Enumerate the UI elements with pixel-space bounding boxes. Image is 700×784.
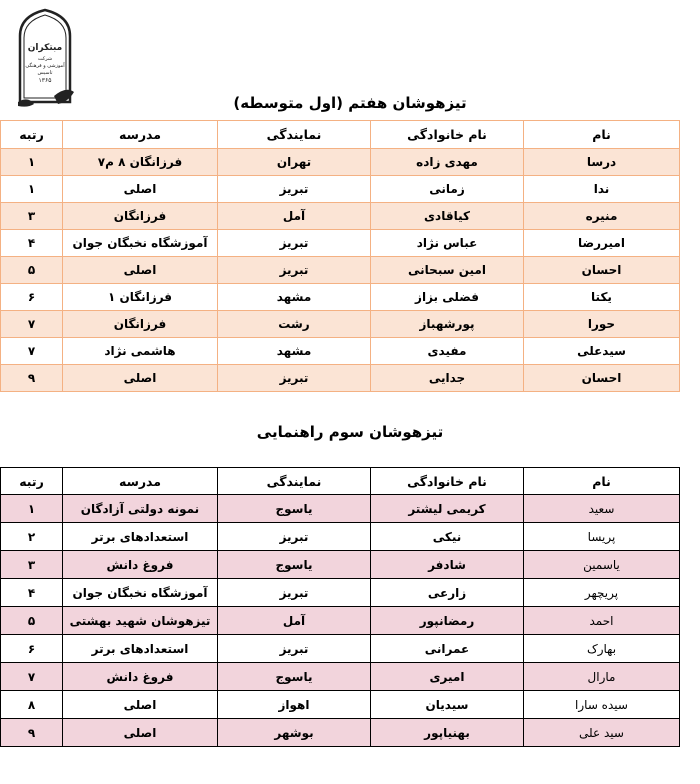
cell-branch: تبریز — [218, 523, 371, 551]
header-first-name: نام — [524, 121, 680, 149]
cell-last-name: عمرانی — [371, 635, 524, 663]
table-row — [1, 551, 680, 579]
cell-last-name: کیاقادی — [371, 203, 524, 230]
table-row — [1, 523, 680, 551]
logo-line-2: آموزشی و فرهنگی — [25, 63, 65, 69]
cell-school: فروغ دانش — [63, 663, 218, 691]
table-row — [1, 203, 680, 230]
cell-branch: تبریز — [218, 579, 371, 607]
cell-branch: رشت — [218, 311, 371, 338]
cell-branch: تبریز — [218, 635, 371, 663]
cell-last-name: امین سبحانی — [371, 257, 524, 284]
section-1-title: تیزهوشان هفتم (اول متوسطه) — [233, 94, 467, 112]
cell-school: اصلی — [63, 365, 218, 392]
cell-last-name: عباس نژاد — [371, 230, 524, 257]
cell-last-name: کریمی لیشتر — [371, 495, 524, 523]
header-last-name: نام خانوادگی — [371, 121, 524, 149]
cell-last-name: مفیدی — [371, 338, 524, 365]
cell-last-name: امیری — [371, 663, 524, 691]
cell-first-name: یکتا — [524, 284, 680, 311]
cell-first-name: سیدعلی — [524, 338, 680, 365]
cell-first-name: مارال — [524, 663, 680, 691]
table-header-row — [1, 468, 680, 495]
table-header-row — [1, 121, 680, 149]
cell-branch: یاسوج — [218, 663, 371, 691]
cell-first-name: یاسمین — [524, 551, 680, 579]
logo-year: ۱۳۶۵ — [38, 77, 52, 84]
section-2-title: تیزهوشان سوم راهنمایی — [256, 423, 444, 441]
cell-last-name: شادفر — [371, 551, 524, 579]
cell-school: آموزشگاه نخبگان جوان — [63, 579, 218, 607]
cell-branch: بوشهر — [218, 719, 371, 747]
cell-rank: ۶ — [1, 284, 63, 311]
cell-school: فرزانگان ۱ — [63, 284, 218, 311]
header-first-name: نام — [524, 468, 680, 495]
cell-first-name: ندا — [524, 176, 680, 203]
table-row — [1, 230, 680, 257]
cell-first-name: سید علی — [524, 719, 680, 747]
cell-last-name: بهنیاپور — [371, 719, 524, 747]
cell-school: فرزانگان — [63, 311, 218, 338]
cell-school: فروغ دانش — [63, 551, 218, 579]
cell-first-name: پریچهر — [524, 579, 680, 607]
cell-first-name: بهارک — [524, 635, 680, 663]
cell-rank: ۵ — [1, 607, 63, 635]
cell-last-name: نیکی — [371, 523, 524, 551]
cell-school: فرزانگان ۸ م۷ — [63, 149, 218, 176]
cell-school: فرزانگان — [63, 203, 218, 230]
cell-branch: تبریز — [218, 257, 371, 284]
cell-last-name: رمضانپور — [371, 607, 524, 635]
cell-last-name: زمانی — [371, 176, 524, 203]
cell-branch: یاسوج — [218, 551, 371, 579]
header-branch: نمایندگی — [218, 468, 371, 495]
table-row — [1, 691, 680, 719]
cell-branch: تبریز — [218, 176, 371, 203]
table-row — [1, 365, 680, 392]
cell-branch: تبریز — [218, 365, 371, 392]
cell-rank: ۳ — [1, 551, 63, 579]
cell-first-name: درسا — [524, 149, 680, 176]
cell-school: اصلی — [63, 257, 218, 284]
cell-first-name: سعید — [524, 495, 680, 523]
cell-branch: تهران — [218, 149, 371, 176]
cell-branch: یاسوج — [218, 495, 371, 523]
header-school: مدرسه — [63, 121, 218, 149]
table-row — [1, 579, 680, 607]
header-school: مدرسه — [63, 468, 218, 495]
header-rank: رتبه — [1, 468, 63, 495]
cell-rank: ۵ — [1, 257, 63, 284]
cell-school: استعدادهای برتر — [63, 523, 218, 551]
logo-name: مبتکران — [27, 43, 63, 53]
table-seventh-grade — [0, 120, 680, 392]
cell-first-name: احسان — [524, 257, 680, 284]
cell-school: اصلی — [63, 176, 218, 203]
table-row — [1, 311, 680, 338]
cell-first-name: امیررضا — [524, 230, 680, 257]
cell-school: آموزشگاه نخبگان جوان — [63, 230, 218, 257]
cell-branch: اهواز — [218, 691, 371, 719]
cell-school: تیزهوشان شهید بهشتی — [63, 607, 218, 635]
cell-school: اصلی — [63, 719, 218, 747]
cell-rank: ۸ — [1, 691, 63, 719]
cell-rank: ۴ — [1, 579, 63, 607]
table-row — [1, 149, 680, 176]
cell-last-name: فضلی بزاز — [371, 284, 524, 311]
header-last-name: نام خانوادگی — [371, 468, 524, 495]
cell-last-name: مهدی زاده — [371, 149, 524, 176]
table-row — [1, 284, 680, 311]
cell-school: اصلی — [63, 691, 218, 719]
cell-first-name: پریسا — [524, 523, 680, 551]
cell-branch: تبریز — [218, 230, 371, 257]
cell-school: هاشمی نژاد — [63, 338, 218, 365]
cell-rank: ۴ — [1, 230, 63, 257]
table-row — [1, 635, 680, 663]
cell-branch: مشهد — [218, 284, 371, 311]
cell-rank: ۷ — [1, 338, 63, 365]
cell-first-name: احمد — [524, 607, 680, 635]
cell-rank: ۲ — [1, 523, 63, 551]
cell-first-name: منیره — [524, 203, 680, 230]
table-row — [1, 495, 680, 523]
cell-rank: ۳ — [1, 203, 63, 230]
cell-last-name: زارعی — [371, 579, 524, 607]
cell-rank: ۶ — [1, 635, 63, 663]
table-row — [1, 663, 680, 691]
cell-first-name: حورا — [524, 311, 680, 338]
cell-rank: ۱ — [1, 149, 63, 176]
table-row — [1, 719, 680, 747]
cell-branch: آمل — [218, 203, 371, 230]
header-branch: نمایندگی — [218, 121, 371, 149]
table-row — [1, 338, 680, 365]
table-row — [1, 257, 680, 284]
cell-branch: آمل — [218, 607, 371, 635]
cell-school: نمونه دولتی آزادگان — [63, 495, 218, 523]
table-row — [1, 607, 680, 635]
cell-first-name: احسان — [524, 365, 680, 392]
cell-last-name: پورشهباز — [371, 311, 524, 338]
header-rank: رتبه — [1, 121, 63, 149]
cell-last-name: سیدیان — [371, 691, 524, 719]
cell-school: استعدادهای برتر — [63, 635, 218, 663]
cell-rank: ۷ — [1, 663, 63, 691]
cell-rank: ۱ — [1, 176, 63, 203]
logo-line-1: شرکت — [37, 56, 53, 62]
cell-rank: ۱ — [1, 495, 63, 523]
table-third-guidance — [0, 467, 680, 747]
cell-rank: ۹ — [1, 365, 63, 392]
cell-last-name: جدایی — [371, 365, 524, 392]
cell-first-name: سیده سارا — [524, 691, 680, 719]
cell-branch: مشهد — [218, 338, 371, 365]
table-row — [1, 176, 680, 203]
logo-line-3: تاسیس — [37, 70, 53, 76]
cell-rank: ۷ — [1, 311, 63, 338]
cell-rank: ۹ — [1, 719, 63, 747]
